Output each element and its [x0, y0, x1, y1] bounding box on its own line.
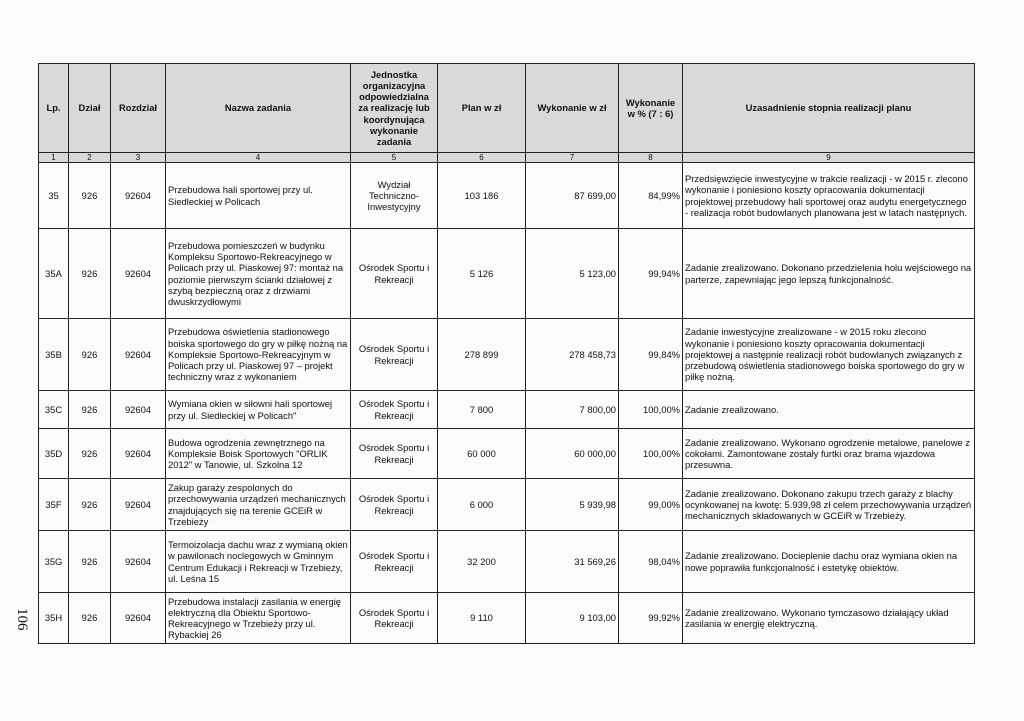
cell-jednostka: Ośrodek Sportu i Rekreacji [351, 229, 438, 319]
cell-nazwa: Budowa ogrodzenia zewnętrznego na Kompleksie Boisk Sportowych "ORLIK 2012" w Tanowie, ul. Szkolna 12 [166, 429, 351, 479]
cell-proc: 100,00% [619, 391, 683, 429]
cell-plan: 5 126 [438, 229, 526, 319]
cell-dzial: 926 [69, 163, 111, 229]
column-number: 7 [526, 153, 619, 163]
cell-dzial: 926 [69, 391, 111, 429]
cell-lp: 35D [39, 429, 69, 479]
cell-rozdzial: 92604 [111, 479, 166, 531]
cell-dzial: 926 [69, 429, 111, 479]
cell-rozdzial: 92604 [111, 163, 166, 229]
cell-jednostka: Ośrodek Sportu i Rekreacji [351, 429, 438, 479]
page-number-text: 106 [14, 608, 30, 631]
cell-plan: 6 000 [438, 479, 526, 531]
column-number: 3 [111, 153, 166, 163]
column-number: 8 [619, 153, 683, 163]
cell-nazwa: Zakup garaży zespolonych do przechowywania urządzeń mechanicznych znajdujących się na terenie GCEiR w Trzebieży [166, 479, 351, 531]
cell-uzasadnienie: Zadanie zrealizowano. Dokonano przedzielenia holu wejściowego na parterze, zapewniając jego lepszą funkcjonalność. [683, 229, 975, 319]
column-number: 6 [438, 153, 526, 163]
cell-plan: 60 000 [438, 429, 526, 479]
cell-nazwa: Przebudowa oświetlenia stadionowego boiska sportowego do gry w piłkę nożną na Kompleksie Sportowo-Rekreacyjnym w Policach przy ul. Piaskowej 97 – projekt techniczny wraz z wykonaniem [166, 319, 351, 391]
cell-lp: 35A [39, 229, 69, 319]
cell-lp: 35C [39, 391, 69, 429]
header-wykonanie: Wykonanie w zł [526, 64, 619, 153]
cell-lp: 35F [39, 479, 69, 531]
column-number: 2 [69, 153, 111, 163]
cell-dzial: 926 [69, 479, 111, 531]
header-lp: Lp. [39, 64, 69, 153]
table-row [39, 319, 975, 391]
table-body [39, 163, 975, 644]
cell-uzasadnienie: Zadanie zrealizowano. Wykonano tymczasowo działający układ zasilania w energię elektryczną. [683, 593, 975, 644]
header-uzasadnienie: Uzasadnienie stopnia realizacji planu [683, 64, 975, 153]
cell-wykonanie: 5 123,00 [526, 229, 619, 319]
cell-plan: 7 800 [438, 391, 526, 429]
cell-uzasadnienie: Zadanie zrealizowano. Wykonano ogrodzenie metalowe, panelowe z cokołami. Zamontowane zostały furtki oraz brama wjazdowa przesuwna. [683, 429, 975, 479]
cell-proc: 99,00% [619, 479, 683, 531]
cell-uzasadnienie: Zadanie inwestycyjne zrealizowane - w 2015 roku zlecono wykonanie i poniesiono koszty opracowania dokumentacji projektowej a następnie realizacji robót budowlanych związanych z przebudową oświetlenia stadionowego boiska sportowego do gry w piłkę nożną. [683, 319, 975, 391]
cell-jednostka: Ośrodek Sportu i Rekreacji [351, 479, 438, 531]
cell-wykonanie: 9 103,00 [526, 593, 619, 644]
cell-uzasadnienie: Przedsięwzięcie inwestycyjne w trakcie realizacji - w 2015 r. zlecono wykonanie i poniesiono koszty opracowania dokumentacji projektowej przebudowy hali sportowej oraz audytu energetycznego - realizacja robót budowlanych planowana jest w latach następnych. [683, 163, 975, 229]
cell-uzasadnienie: Zadanie zrealizowano. Dokonano zakupu trzech garaży z blachy ocynkowanej na kwotę: 5.939,98 zł celem przechowywania urządzeń mechanicznych składowanych w GCEiR w Trzebieży. [683, 479, 975, 531]
cell-rozdzial: 92604 [111, 319, 166, 391]
header-rozdzial: Rozdział [111, 64, 166, 153]
column-number: 4 [166, 153, 351, 163]
cell-jednostka: Ośrodek Sportu i Rekreacji [351, 319, 438, 391]
cell-proc: 99,94% [619, 229, 683, 319]
cell-plan: 103 186 [438, 163, 526, 229]
cell-uzasadnienie: Zadanie zrealizowano. [683, 391, 975, 429]
cell-lp: 35 [39, 163, 69, 229]
table-row [39, 229, 975, 319]
table-row [39, 429, 975, 479]
column-number: 1 [39, 153, 69, 163]
cell-rozdzial: 92604 [111, 429, 166, 479]
cell-jednostka: Ośrodek Sportu i Rekreacji [351, 391, 438, 429]
table-row [39, 593, 975, 644]
cell-plan: 9 110 [438, 593, 526, 644]
cell-proc: 84,99% [619, 163, 683, 229]
header-plan: Plan w zł [438, 64, 526, 153]
table-row [39, 163, 975, 229]
cell-wykonanie: 5 939,98 [526, 479, 619, 531]
cell-lp: 35H [39, 593, 69, 644]
table-row [39, 531, 975, 593]
cell-rozdzial: 92604 [111, 531, 166, 593]
cell-nazwa: Przebudowa instalacji zasilania w energię elektryczną dla Obiektu Sportowo-Rekreacyjnego w Trzebieży przy ul. Rybackiej 26 [166, 593, 351, 644]
cell-lp: 35B [39, 319, 69, 391]
column-number: 5 [351, 153, 438, 163]
cell-dzial: 926 [69, 531, 111, 593]
page-number [12, 608, 32, 648]
cell-nazwa: Termoizolacja dachu wraz z wymianą okien w pawilonach noclegowych w Gminnym Centrum Edukacji i Rekreacji w Trzebieży, ul. Leśna 15 [166, 531, 351, 593]
column-number-row [39, 153, 975, 163]
cell-wykonanie: 31 569,26 [526, 531, 619, 593]
cell-uzasadnienie: Zadanie zrealizowano. Docieplenie dachu oraz wymiana okien na nowe poprawiła funkcjonalność i estetykę obiektów. [683, 531, 975, 593]
cell-nazwa: Przebudowa hali sportowej przy ul. Siedleckiej w Policach [166, 163, 351, 229]
header-jednostka: Jednostka organizacyjna odpowiedzialna za realizację lub koordynująca wykonanie zadania [351, 64, 438, 153]
cell-dzial: 926 [69, 229, 111, 319]
header-nazwa: Nazwa zadania [166, 64, 351, 153]
cell-jednostka: Wydział Techniczno-Inwestycyjny [351, 163, 438, 229]
cell-plan: 32 200 [438, 531, 526, 593]
cell-plan: 278 899 [438, 319, 526, 391]
cell-proc: 98,04% [619, 531, 683, 593]
cell-wykonanie: 278 458,73 [526, 319, 619, 391]
cell-dzial: 926 [69, 319, 111, 391]
cell-wykonanie: 87 699,00 [526, 163, 619, 229]
cell-jednostka: Ośrodek Sportu i Rekreacji [351, 593, 438, 644]
table-header [39, 64, 975, 163]
cell-rozdzial: 92604 [111, 229, 166, 319]
cell-rozdzial: 92604 [111, 391, 166, 429]
cell-wykonanie: 7 800,00 [526, 391, 619, 429]
cell-rozdzial: 92604 [111, 593, 166, 644]
table-row [39, 479, 975, 531]
cell-proc: 100,00% [619, 429, 683, 479]
table-row [39, 391, 975, 429]
cell-jednostka: Ośrodek Sportu i Rekreacji [351, 531, 438, 593]
cell-proc: 99,84% [619, 319, 683, 391]
cell-dzial: 926 [69, 593, 111, 644]
column-number: 9 [683, 153, 975, 163]
cell-proc: 99,92% [619, 593, 683, 644]
cell-nazwa: Przebudowa pomieszczeń w budynku Kompleksu Sportowo-Rekreacyjnego w Policach przy ul. Piaskowej 97: montaż na poziomie pierwszym ścianki działowej z szybą bezpieczną oraz z drzwiami dwuskrzydłowymi [166, 229, 351, 319]
header-wykonanie-proc: Wykonanie w % (7 : 6) [619, 64, 683, 153]
header-dzial: Dział [69, 64, 111, 153]
cell-wykonanie: 60 000,00 [526, 429, 619, 479]
cell-nazwa: Wymiana okien w siłowni hali sportowej przy ul. Siedleckiej w Policach" [166, 391, 351, 429]
cell-lp: 35G [39, 531, 69, 593]
investment-report-table [38, 63, 975, 644]
